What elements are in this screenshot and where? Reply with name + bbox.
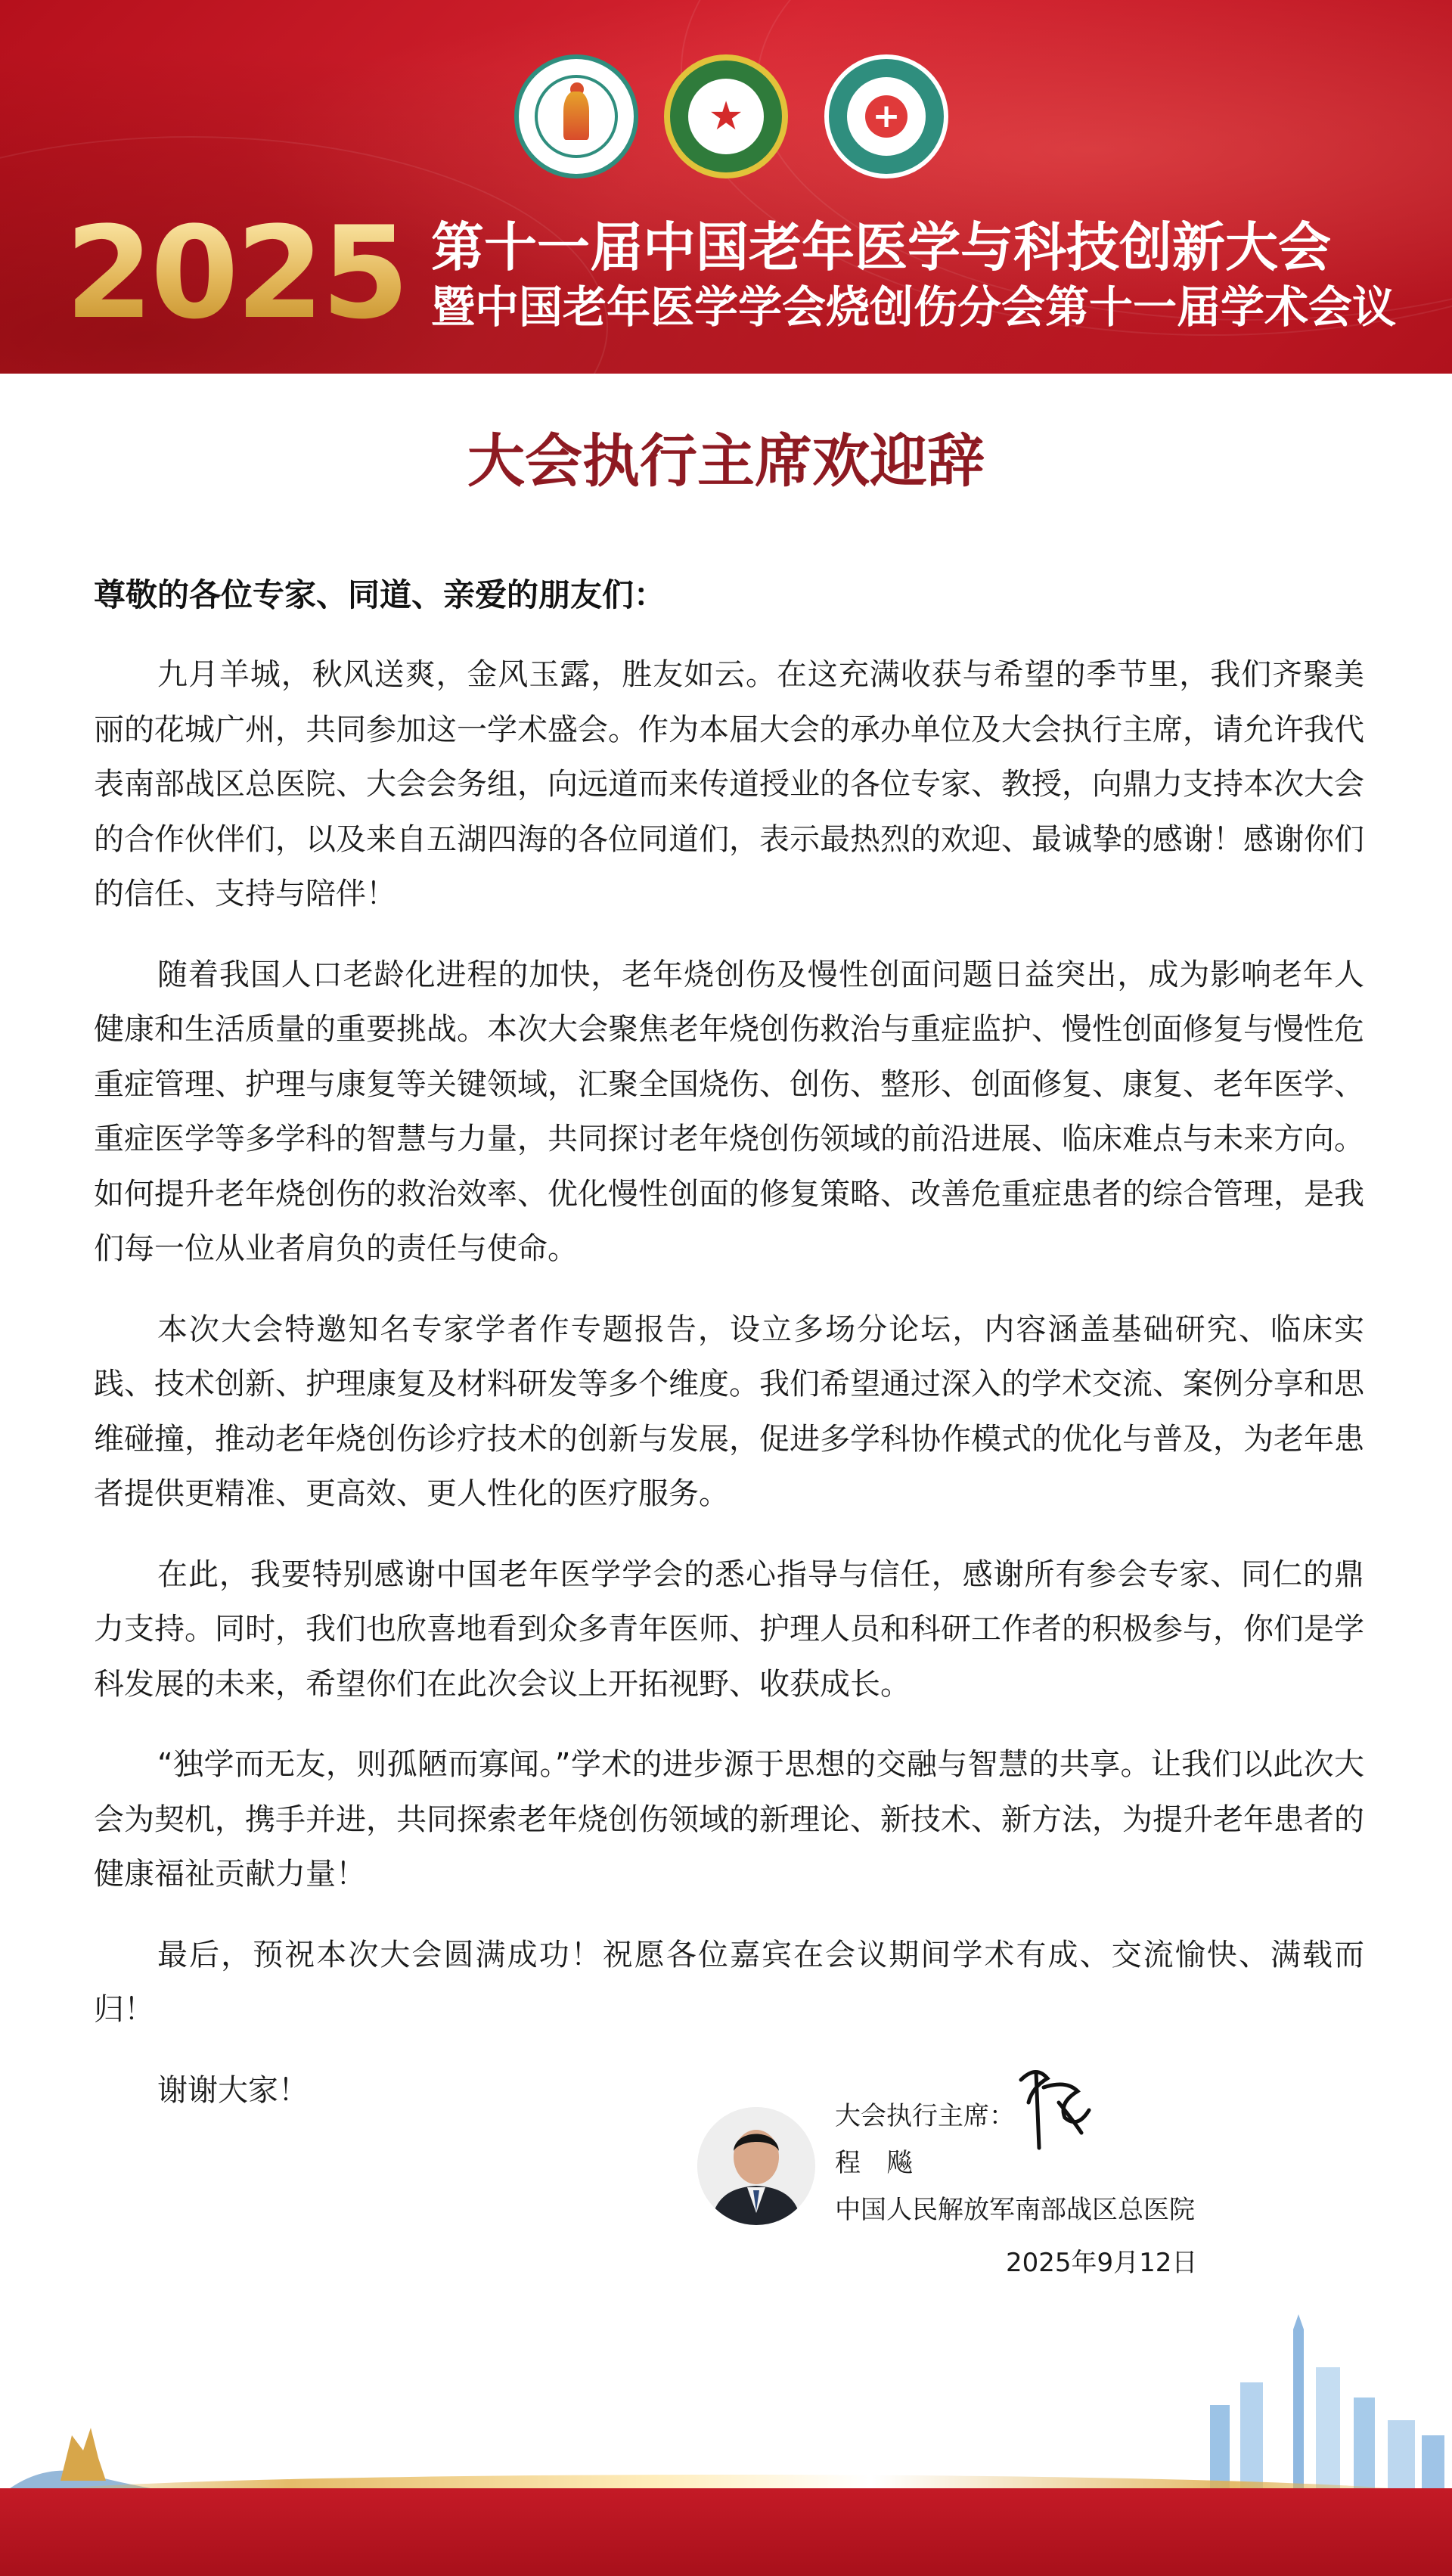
footer-band — [0, 2488, 1452, 2576]
event-year: 2025 — [65, 216, 420, 330]
header-banner — [0, 0, 1452, 374]
letter-body — [94, 647, 1364, 2143]
letter-paragraph: 最后，预祝本次大会圆满成功！祝愿各位嘉宾在会议期间学术有成、交流愉快、满载而归！ — [94, 1937, 1364, 2027]
event-subtitle: 暨中国老年医学学会烧创伤分会第十一届学术会议 — [431, 281, 1397, 333]
letter-paragraph: “独学而无友，则孤陋而寡闻。”学术的进步源于思想的交融与智慧的共享。让我们以此次大会为契机，携手并进，共同探索老年烧创伤领域的新理论、新技术、新方法，为提升老年患者的健康福祉贡献力量！ — [94, 1747, 1364, 1892]
nanchang-university-hospital-logo-icon: + — [824, 54, 948, 178]
portrait-photo-icon — [697, 2107, 815, 2225]
letter-paragraph: 随着我国人口老龄化进程的加快，老年烧创伤及慢性创面问题日益突出，成为影响老年人健康和生活质量的重要挑战。本次大会聚焦老年烧创伤救治与重症监护、慢性创面修复与慢性危重症管理、护理与康复等关键领域，汇聚全国烧伤、创伤、整形、创面修复、康复、老年医学、重症医学等多学科的智慧与力量，共同探讨老年烧创伤领域的前沿进展、临床难点与未来方向。如何提升老年烧创伤的救治效率、优化慢性创面的修复策略、改善危重症患者的综合管理，是我们每一位从业者肩负的责任与使命。 — [94, 957, 1364, 1266]
letter-paragraph: 本次大会特邀知名专家学者作专题报告，设立多场分论坛，内容涵盖基础研究、临床实践、技术创新、护理康复及材料研发等多个维度。我们希望通过深入的学术交流、案例分享和思维碰撞，推动老年烧创伤诊疗技术的创新与发展，促进多学科协作模式的优化与普及，为老年患者提供更精准、更高效、更人性化的医疗服务。 — [94, 1311, 1364, 1511]
salutation: 尊敬的各位专家、同道、亲爱的朋友们： — [94, 576, 666, 613]
letter-paragraph: 九月羊城，秋风送爽，金风玉露，胜友如云。在这充满收获与希望的季节里，我们齐聚美丽的花城广州，共同参加这一学术盛会。作为本届大会的承办单位及大会执行主席，请允许我代表南部战区总医院、大会会务组，向远道而来传道授业的各位专家、教授，向鼎力支持本次大会的合作伙伴们，以及来自五湖四海的各位同道们，表示最热烈的欢迎、最诚挚的感谢！感谢你们的信任、支持与陪伴！ — [94, 657, 1364, 911]
signature-name: 程 飚 — [835, 2148, 922, 2178]
page-title: 大会执行主席欢迎辞 — [467, 427, 985, 495]
signature-date: 2025年9月12日 — [1006, 2248, 1198, 2278]
cgs-society-logo-icon — [514, 54, 638, 178]
southern-theater-hospital-logo-icon: ★ — [664, 54, 788, 178]
logo-row — [0, 54, 1452, 183]
signature-organization: 中国人民解放军南部战区总医院 — [835, 2195, 1195, 2225]
letter-closing: 谢谢大家！ — [157, 2072, 309, 2108]
city-skyline-decoration-icon — [1180, 2314, 1452, 2496]
handwritten-signature-icon — [1006, 2057, 1104, 2155]
letter-paragraph: 在此，我要特别感谢中国老年医学学会的悉心指导与信任，感谢所有参会专家、同仁的鼎力支持。同时，我们也欣喜地看到众多青年医师、护理人员和科研工作者的积极参与，你们是学科发展的未来，希望你们在此次会议上开拓视野、收获成长。 — [94, 1556, 1364, 1702]
event-title: 第十一届中国老年医学与科技创新大会 — [431, 216, 1331, 278]
signature-role: 大会执行主席： — [835, 2101, 1015, 2131]
